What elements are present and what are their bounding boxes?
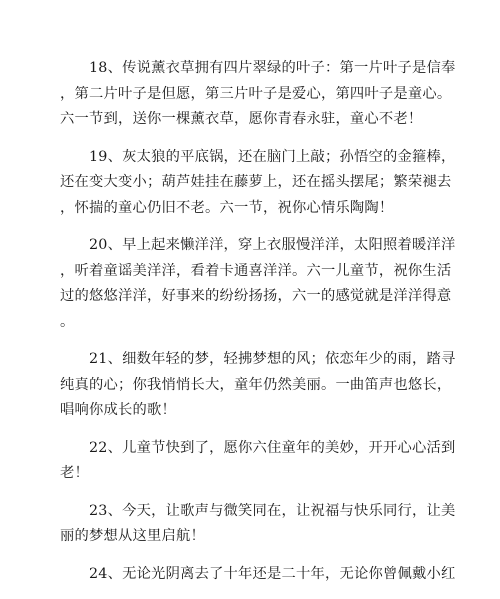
paragraph [60, 145, 456, 222]
paragraph [60, 499, 456, 550]
text-line: 老！ [60, 465, 89, 481]
text-line: 六一节到，送你一棵薰衣草，愿你青春永驻，童心不老！ [60, 111, 423, 127]
paragraph [60, 347, 456, 424]
text-line: 唱响你成长的歌！ [60, 402, 176, 418]
text-line: 丽的梦想从这里启航！ [60, 528, 205, 544]
paragraph [60, 233, 456, 335]
text-line: 。 [60, 313, 75, 330]
document-body [60, 56, 456, 599]
text-line: 19、灰太狼的平底锅，还在脑门上敲；孙悟空的金箍棒， [60, 148, 456, 165]
text-line: 22、儿童节快到了，愿你六住童年的美妙，开开心心活到 [60, 439, 456, 456]
text-line: 过的悠悠洋洋，好事来的纷纷扬扬，六一的感觉就是洋洋得意 [60, 288, 452, 304]
text-line: 18、传说薰衣草拥有四片翠绿的叶子：第一片叶子是信奉 [60, 60, 456, 76]
text-line: ，第二片叶子是但愿，第三片叶子是爱心，第四叶子是童心。 [60, 85, 452, 102]
text-line: 21、细数年轻的梦，轻拂梦想的风；依恋年少的雨，踏寻 [60, 351, 456, 367]
text-line: ，怀揣的童心仍旧不老。六一节，祝你心情乐陶陶！ [60, 199, 394, 216]
text-line: 20、早上起来懒洋洋，穿上衣服慢洋洋，太阳照着暖洋洋 [60, 237, 456, 253]
paragraph [60, 562, 456, 588]
paragraph [60, 436, 456, 487]
text-line: 还在变大变小；葫芦娃挂在藤萝上，还在摇头摆尾；繁荣褪去 [60, 174, 452, 190]
text-line: 纯真的心；你我悄悄长大，童年仍然美丽。一曲笛声也悠长， [60, 376, 452, 393]
text-line: 23、今天，让歌声与微笑同在，让祝福与快乐同行，让美 [60, 502, 456, 519]
text-line: 24、无论光阴离去了十年还是二十年，无论你曾佩戴小红 [60, 565, 456, 582]
paragraph [60, 56, 456, 133]
text-line: ，听着童谣美洋洋，看着卡通喜洋洋。六一儿童节，祝你生活 [60, 262, 452, 279]
